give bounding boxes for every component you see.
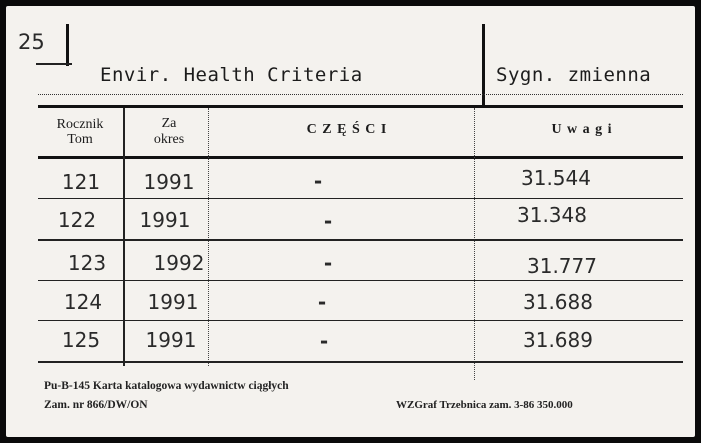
footer-form-line: Pu-B-145 Karta katalogowa wydawnictw ciągłych [44, 380, 289, 392]
col-divider-3 [474, 108, 475, 380]
row-2-tom: 122 [57, 208, 97, 232]
col-rocznik-header [40, 117, 120, 147]
row-rule-4 [38, 320, 683, 321]
footer-printer: WZGraf Trzebnica zam. 3-86 350.000 [396, 399, 573, 411]
row-1-tom: 121 [61, 170, 101, 194]
col-czesci-header: C Z Ę Ś C I [306, 122, 388, 137]
row-2-czesci: - [323, 209, 333, 233]
row-4-uwagi: 31.688 [523, 290, 593, 314]
catalog-card [6, 6, 695, 437]
col-okres-label: okres [153, 132, 185, 147]
header-top-rule [38, 105, 683, 108]
row-3-okres: 1992 [153, 251, 205, 275]
row-rule-2 [38, 239, 683, 241]
row-rule-5 [38, 361, 683, 363]
col-za-label: Za [161, 116, 177, 131]
row-2-okres: 1991 [139, 208, 191, 232]
row-4-tom: 124 [63, 290, 103, 314]
col-divider-1 [123, 108, 125, 366]
row-3-uwagi: 31.777 [527, 254, 597, 278]
col-uwagi-header: U w a g i [551, 122, 613, 137]
col-tom-label: Tom [67, 132, 93, 147]
row-5-okres: 1991 [145, 328, 197, 352]
row-5-tom: 125 [61, 328, 101, 352]
row-rule-1 [38, 198, 683, 199]
title-text: Envir. Health Criteria [100, 64, 363, 86]
row-5-uwagi: 31.689 [523, 328, 593, 352]
signature-text: Sygn. zmienna [496, 64, 652, 86]
header-bottom-rule [38, 156, 683, 159]
card-number-underline [36, 63, 72, 65]
col-okres-header [130, 116, 208, 148]
row-1-czesci: - [313, 169, 323, 193]
row-2-uwagi: 31.348 [517, 203, 587, 227]
row-4-okres: 1991 [147, 290, 199, 314]
row-1-uwagi: 31.544 [521, 166, 591, 190]
row-3-tom: 123 [67, 251, 107, 275]
row-1-okres: 1991 [143, 170, 195, 194]
row-4-czesci: - [317, 290, 327, 314]
row-5-czesci: - [319, 329, 329, 353]
row-3-czesci: - [323, 251, 333, 275]
card-number: 25 [18, 30, 45, 54]
col-rocznik-label: Rocznik [56, 117, 104, 132]
title-dotted-rule [38, 94, 683, 95]
card-number-mark [66, 24, 69, 66]
footer-order-number: Zam. nr 866/DW/ON [44, 399, 148, 411]
row-rule-3 [38, 280, 683, 281]
